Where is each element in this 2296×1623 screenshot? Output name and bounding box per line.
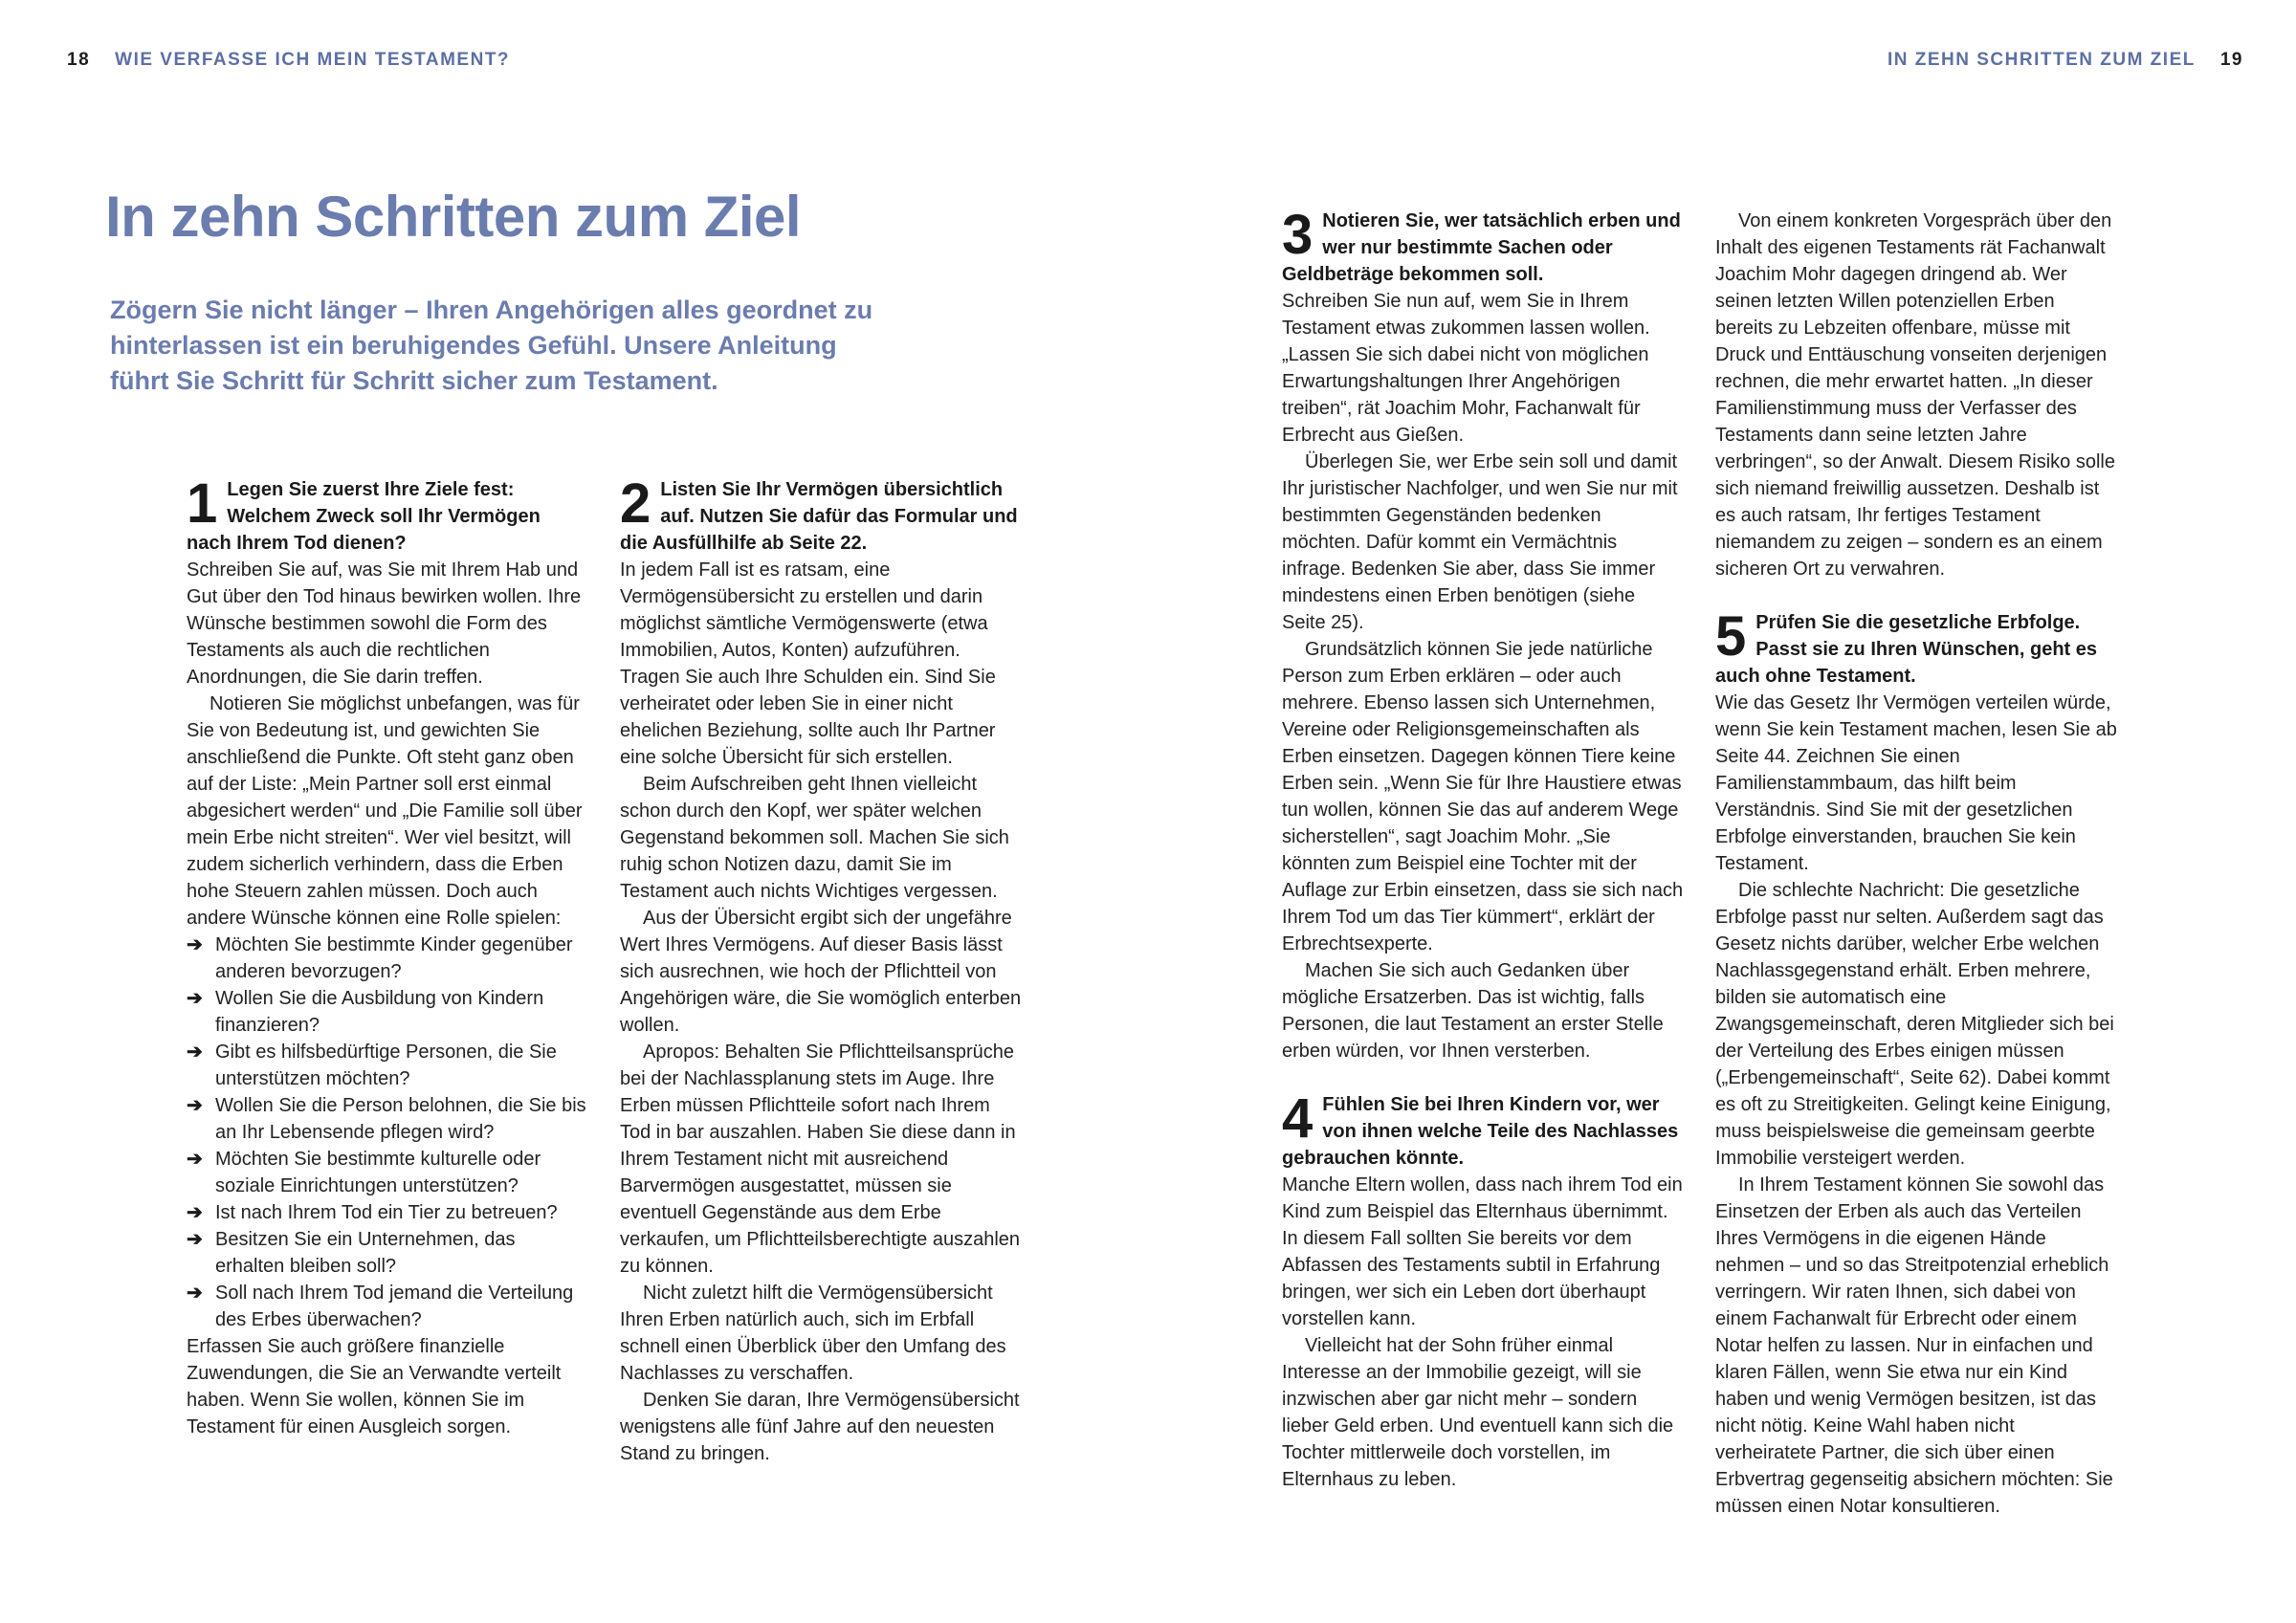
step-paragraph: Schreiben Sie nun auf, wem Sie in Ihrem Testament etwas zukommen lassen wollen. „Lassen Sie sich dabei nicht von möglichen Erwartungshaltungen Ihrer Angehörigen treiben“, rät Joachim Mohr, Fachanwalt für Erbrecht aus Gießen. <box>1282 291 1650 446</box>
list-item <box>187 1146 588 1199</box>
step-4-continued <box>1715 208 2117 582</box>
step-paragraph: Machen Sie sich auch Gedanken über mögliche Ersatzerben. Das ist wichtig, falls Personen, die laut Testament an erster Stelle erben würden, vor Ihnen versterben. <box>1282 960 1664 1062</box>
page-number-left: 18 <box>67 50 91 70</box>
column-4 <box>1715 208 2117 1520</box>
list-item-text: Soll nach Ihrem Tod jemand die Verteilung des Erbes überwachen? <box>215 1283 574 1330</box>
step-heading: Legen Sie zuerst Ihre Ziele fest: Welchem Zweck soll Ihr Vermögen nach Ihrem Tod dienen? <box>187 479 541 554</box>
list-item <box>187 985 588 1039</box>
step-2 <box>620 472 1022 1467</box>
step-paragraph: Denken Sie daran, Ihre Vermögensübersicht wenigstens alle fünf Jahre auf den neuesten Stand zu bringen. <box>620 1390 1020 1464</box>
running-head-right <box>1888 50 2243 71</box>
step-paragraph: Apropos: Behalten Sie Pflichtteilsansprüche bei der Nachlassplanung stets im Auge. Ihre Erben müssen Pflichtteile sofort nach Ihrem Tod in bar auszahlen. Haben Sie diese dann in Ihrem Testament nicht mit ausreichend Barvermögen ausgestattet, müssen sie eventuell Gegenstände aus dem Erbe verkaufen, um Pflichtteilsberechtigte auszahlen zu können. <box>620 1042 1021 1277</box>
step-heading: Listen Sie Ihr Vermögen übersichtlich auf. Nutzen Sie dafür das Formular und die Ausfüllhilfe ab Seite 22. <box>620 479 1018 554</box>
step-paragraph: Vielleicht hat der Sohn früher einmal Interesse an der Immobilie gezeigt, will sie inzwischen aber gar nicht mehr – sondern lieber Geld erben. Und eventuell kann sich die Tochter mittlerweile doch vorstellen, im Elternhaus zu leben. <box>1282 1335 1674 1490</box>
running-head-left-title: WIE VERFASSE ICH MEIN TESTAMENT? <box>115 50 511 70</box>
step-number: 3 <box>1282 204 1314 266</box>
arrow-icon: ➔ <box>187 1095 203 1116</box>
step-paragraph: Grundsätzlich können Sie jede natürliche Person zum Erben erklären – oder auch mehrere. Ebenso lassen sich Unternehmen, Vereine oder Religionsgemeinschaften als Erben einsetzen. Dagegen können Tiere keine Erben sein. „Wenn Sie für Ihre Haustiere etwas tun wollen, können Sie das auf anderem Wege sicherstellen“, sagt Joachim Mohr. „Sie könnten zum Beispiel eine Tochter mit der Auflage zur Erbin einsetzen, dass sie sich nach Ihrem Tod um das Tier kümmert“, erklärt der Erbrechtsexperte. <box>1282 639 1684 954</box>
column-3 <box>1282 204 1684 1493</box>
step-paragraph: In jedem Fall ist es ratsam, eine Vermögensübersicht zu erstellen und darin möglichst sämtliche Vermögenswerte (etwa Immobilien, Autos, Konten) aufzuführen. Tragen Sie auch Ihre Schulden ein. Sind Sie verheiratet oder leben Sie in einer nicht ehelichen Beziehung, sollte auch Ihr Partner eine solche Übersicht für sich erstellen. <box>620 559 996 768</box>
column-2 <box>620 472 1022 1467</box>
step-paragraph: Wie das Gesetz Ihr Vermögen verteilen würde, wenn Sie kein Testament machen, lesen Sie ab Seite 44. Zeichnen Sie einen Familienstammbaum, das hilft beim Verständnis. Sind Sie mit der gesetzlichen Erbfolge einverstanden, brauchen Sie kein Testament. <box>1715 692 2117 874</box>
list-item <box>187 1280 588 1333</box>
running-head-left <box>67 50 510 71</box>
column-1 <box>187 472 588 1440</box>
arrow-icon: ➔ <box>187 1149 203 1170</box>
running-head-right-title: IN ZEHN SCHRITTEN ZUM ZIEL <box>1887 50 2196 70</box>
step-5 <box>1715 605 2117 1520</box>
step-1 <box>187 472 588 1440</box>
arrow-icon: ➔ <box>187 934 203 955</box>
step-paragraph: Manche Eltern wollen, dass nach ihrem Tod ein Kind zum Beispiel das Elternhaus übernimmt. In diesem Fall sollten Sie bereits vor dem Abfassen des Testaments subtil in Erfahrung bringen, wer sich ein Leben dort überhaupt vorstellen kann. <box>1282 1174 1683 1329</box>
list-item-text: Ist nach Ihrem Tod ein Tier zu betreuen? <box>215 1202 558 1223</box>
step-paragraph: Die schlechte Nachricht: Die gesetzliche Erbfolge passt nur selten. Außerdem sagt das Gesetz nichts darüber, welcher Erbe welchen Nachlassgegenstand erhält. Erben mehrere, bilden sie automatisch eine Zwangsgemeinschaft, deren Mitglieder sich bei der Verteilung des Erbes einigen müssen („Erbengemeinschaft“, Seite 62). Dabei kommt es oft zu Streitigkeiten. Gelingt keine Einigung, muss beispielsweise die gemeinsam geerbte Immobilie versteigert werden. <box>1715 880 2114 1169</box>
step-heading: Fühlen Sie bei Ihren Kindern vor, wer von ihnen welche Teile des Nachlasses gebrauchen könnte. <box>1282 1094 1679 1169</box>
page-title: In zehn Schritten zum Ziel <box>105 185 802 249</box>
arrow-icon: ➔ <box>187 1229 203 1250</box>
list-item-text: Möchten Sie bestimmte Kinder gegenüber anderen bevorzugen? <box>215 934 573 982</box>
page-number-right: 19 <box>2219 50 2243 70</box>
step-number: 1 <box>187 472 218 535</box>
list-item <box>187 1039 588 1092</box>
arrow-icon: ➔ <box>187 1202 203 1223</box>
arrow-icon: ➔ <box>187 988 203 1009</box>
list-item-text: Wollen Sie die Ausbildung von Kindern finanzieren? <box>215 988 544 1036</box>
list-item <box>187 1199 588 1226</box>
lead-paragraph: Zögern Sie nicht länger – Ihren Angehörigen alles geordnet zu hinterlassen ist ein beruhigendes Gefühl. Unsere Anleitung führt Sie Schritt für Schritt sicher zum Testament. <box>110 296 873 395</box>
arrow-icon: ➔ <box>187 1042 203 1063</box>
step-paragraph: Von einem konkreten Vorgespräch über den Inhalt des eigenen Testaments rät Fachanwalt Joachim Mohr dagegen dringend ab. Wer seinen letzten Willen potenziellen Erben bereits zu Lebzeiten offenbare, müsse mit Druck und Enttäuschung vonseiten derjenigen rechnen, die mehr erwartet hatten. „In dieser Familienstimmung muss der Verfasser des Testaments dann seine letzten Jahre verbringen“, so der Anwalt. Diesem Risiko solle sich niemand freiwillig aussetzen. Deshalb ist es auch ratsam, Ihr fertiges Testament niemandem zu zeigen – sondern es an einem sicheren Ort zu verwahren. <box>1715 210 2115 580</box>
step-paragraph: Notieren Sie möglichst unbefangen, was für Sie von Bedeutung ist, und gewichten Sie anschließend die Punkte. Oft steht ganz oben auf der Liste: „Mein Partner soll erst einmal abgesichert werden“ und „Die Familie soll über mein Erbe nicht streiten“. Wer viel besitzt, will zudem sicherlich verhindern, dass die Erben hohe Steuern zahlen müssen. Doch auch andere Wünsche können eine Rolle spielen: <box>187 693 583 929</box>
step-paragraph: Beim Aufschreiben geht Ihnen vielleicht schon durch den Kopf, wer später welchen Gegenstand bekommen soll. Machen Sie sich ruhig schon Notizen dazu, damit Sie im Testament auch nichts Wichtiges vergessen. <box>620 774 1009 902</box>
list-item <box>187 1226 588 1280</box>
bullet-list <box>187 932 588 1333</box>
step-number: 2 <box>620 472 651 535</box>
list-item-text: Wollen Sie die Person belohnen, die Sie bis an Ihr Lebensende pflegen wird? <box>215 1095 586 1143</box>
list-item <box>187 1092 588 1146</box>
step-3 <box>1282 204 1684 1064</box>
step-4 <box>1282 1087 1684 1493</box>
step-paragraph: Aus der Übersicht ergibt sich der ungefähre Wert Ihres Vermögens. Auf dieser Basis lässt sich ausrechnen, wie hoch der Pflichtteil von Angehörigen wäre, die Sie womöglich enterben wollen. <box>620 908 1022 1036</box>
step-paragraph: Nicht zuletzt hilft die Vermögensübersicht Ihren Erben natürlich auch, sich im Erbfall schnell einen Überblick über den Umfang des Nachlasses zu verschaffen. <box>620 1283 1006 1384</box>
arrow-icon: ➔ <box>187 1283 203 1304</box>
step-paragraph: In Ihrem Testament können Sie sowohl das Einsetzen der Erben als auch das Verteilen Ihres Vermögens in die eigenen Hände nehmen – und so das Streitpotenzial erheblich verringern. Wir raten Ihnen, sich dabei von einem Fachanwalt für Erbrecht oder einem Notar helfen zu lassen. Nur in einfachen und klaren Fällen, wenn Sie etwa nur ein Kind haben und wenig Vermögen besitzen, ist das nicht nötig. Keine Wahl haben nicht verheiratete Partner, die sich über einen Erbvertrag gegenseitig absichern möchten: Sie müssen einen Notar konsultieren. <box>1715 1174 2113 1517</box>
step-number: 5 <box>1715 605 1747 668</box>
list-item-text: Gibt es hilfsbedürftige Personen, die Sie unterstützen möchten? <box>215 1042 557 1089</box>
step-heading: Notieren Sie, wer tatsächlich erben und wer nur bestimmte Sachen oder Geldbeträge bekommen soll. <box>1282 210 1681 285</box>
step-paragraph: Schreiben Sie auf, was Sie mit Ihrem Hab und Gut über den Tod hinaus bewirken wollen. Ihre Wünsche bestimmen sowohl die Form des Testaments als auch die rechtlichen Anordnungen, die Sie darin treffen. <box>187 559 582 688</box>
list-item-text: Möchten Sie bestimmte kulturelle oder soziale Einrichtungen unterstützen? <box>215 1149 541 1196</box>
step-heading: Prüfen Sie die gesetzliche Erbfolge. Passt sie zu Ihren Wünschen, geht es auch ohne Testament. <box>1715 612 2098 687</box>
step-number: 4 <box>1282 1087 1314 1150</box>
step-paragraph: Überlegen Sie, wer Erbe sein soll und damit Ihr juristischer Nachfolger, und wen Sie nur mit bestimmten Gegenständen bedenken möchten. Dafür kommt ein Vermächtnis infrage. Bedenken Sie aber, dass Sie immer mindestens einen Erben benötigen (siehe Seite 25). <box>1282 451 1678 633</box>
list-item <box>187 932 588 985</box>
step-paragraph: Erfassen Sie auch größere finanzielle Zuwendungen, die Sie an Verwandte verteilt haben. Wenn Sie wollen, können Sie im Testament für einen Ausgleich sorgen. <box>187 1336 562 1437</box>
list-item-text: Besitzen Sie ein Unternehmen, das erhalten bleiben soll? <box>215 1229 516 1277</box>
